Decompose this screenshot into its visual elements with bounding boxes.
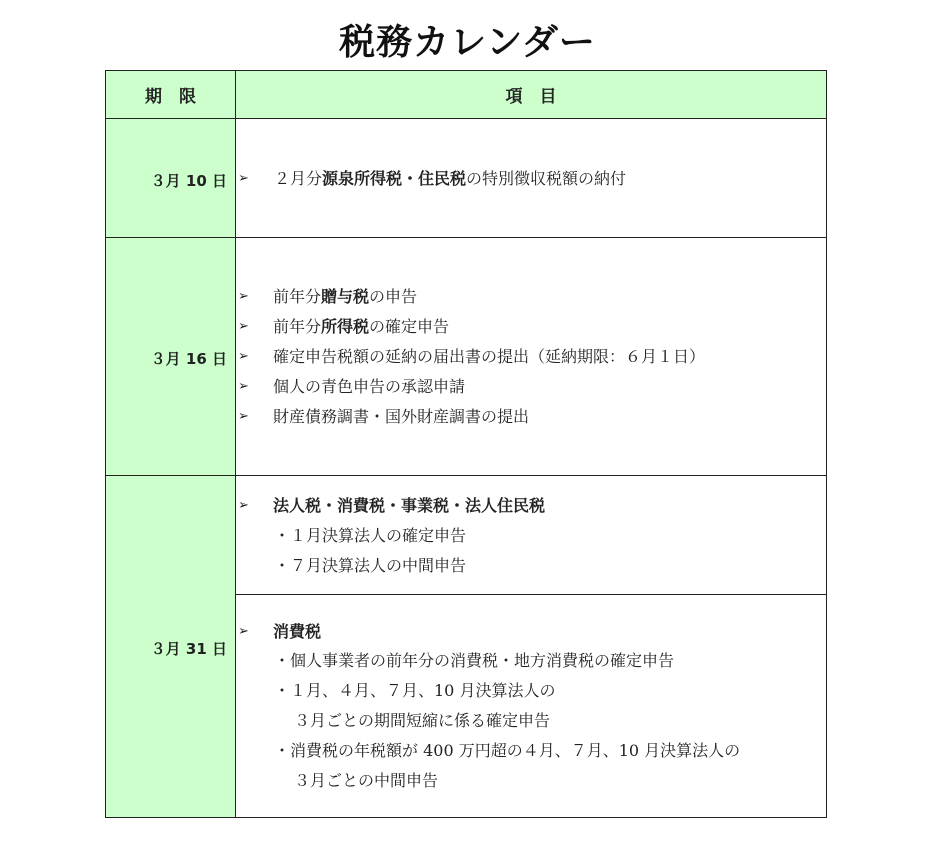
item-bold-text: 所得税 bbox=[321, 317, 370, 336]
item-bold-text: 贈与税 bbox=[321, 287, 370, 306]
item-text: ２月分 bbox=[274, 169, 323, 188]
item-text: ・１月決算法人の確定申告 bbox=[274, 526, 467, 545]
item-text: ・７月決算法人の中間申告 bbox=[274, 556, 467, 575]
item-text: ３月ごとの期間短縮に係る確定申告 bbox=[294, 711, 551, 730]
arrow-bullet-icon: ➢ bbox=[238, 379, 249, 394]
item-text: ・１月、４月、７月、10 月決算法人の bbox=[274, 681, 556, 700]
page-title: 税務カレンダー bbox=[339, 22, 596, 63]
items-cell bbox=[236, 595, 826, 817]
date-label: ３月 10 日 bbox=[150, 172, 227, 190]
item-text: 前年分 bbox=[273, 317, 322, 336]
header-period: 期 限 bbox=[106, 71, 236, 119]
item-text: 財産債務調書・国外財産調書の提出 bbox=[273, 407, 530, 426]
item-text: 確定申告税額の延納の届出書の提出（延納期限：６月１日） bbox=[273, 347, 706, 366]
header-items: 項 目 bbox=[236, 71, 826, 119]
date-label: ３月 31 日 bbox=[150, 640, 227, 658]
item-text: の特別徴収税額の納付 bbox=[466, 169, 627, 188]
items-cell bbox=[236, 238, 826, 476]
item-text: 個人の青色申告の承認申請 bbox=[273, 377, 466, 396]
arrow-bullet-icon: ➢ bbox=[238, 319, 249, 334]
item-text: の確定申告 bbox=[369, 317, 450, 336]
item-text: ・個人事業者の前年分の消費税・地方消費税の確定申告 bbox=[274, 651, 675, 670]
date-cell bbox=[106, 238, 236, 476]
arrow-bullet-icon: ➢ bbox=[238, 624, 249, 639]
item-text: ３月ごとの中間申告 bbox=[294, 771, 439, 790]
item-bold-text: 源泉所得税・住民税 bbox=[322, 169, 467, 188]
arrow-bullet-icon: ➢ bbox=[238, 171, 249, 186]
arrow-bullet-icon: ➢ bbox=[238, 349, 249, 364]
items-cell bbox=[236, 476, 826, 595]
item-text: 前年分 bbox=[273, 287, 322, 306]
item-bold-text: 消費税 bbox=[273, 622, 322, 641]
date-cell bbox=[106, 476, 236, 817]
date-cell bbox=[106, 119, 236, 238]
tax-calendar-table bbox=[105, 70, 827, 818]
date-label: ３月 16 日 bbox=[150, 350, 227, 368]
arrow-bullet-icon: ➢ bbox=[238, 498, 249, 513]
items-cell bbox=[236, 119, 826, 238]
arrow-bullet-icon: ➢ bbox=[238, 409, 249, 424]
item-text: ・消費税の年税額が 400 万円超の４月、７月、10 月決算法人の bbox=[274, 741, 741, 760]
arrow-bullet-icon: ➢ bbox=[238, 289, 249, 304]
item-bold-text: 法人税・消費税・事業税・法人住民税 bbox=[273, 496, 546, 515]
item-text: の申告 bbox=[369, 287, 418, 306]
